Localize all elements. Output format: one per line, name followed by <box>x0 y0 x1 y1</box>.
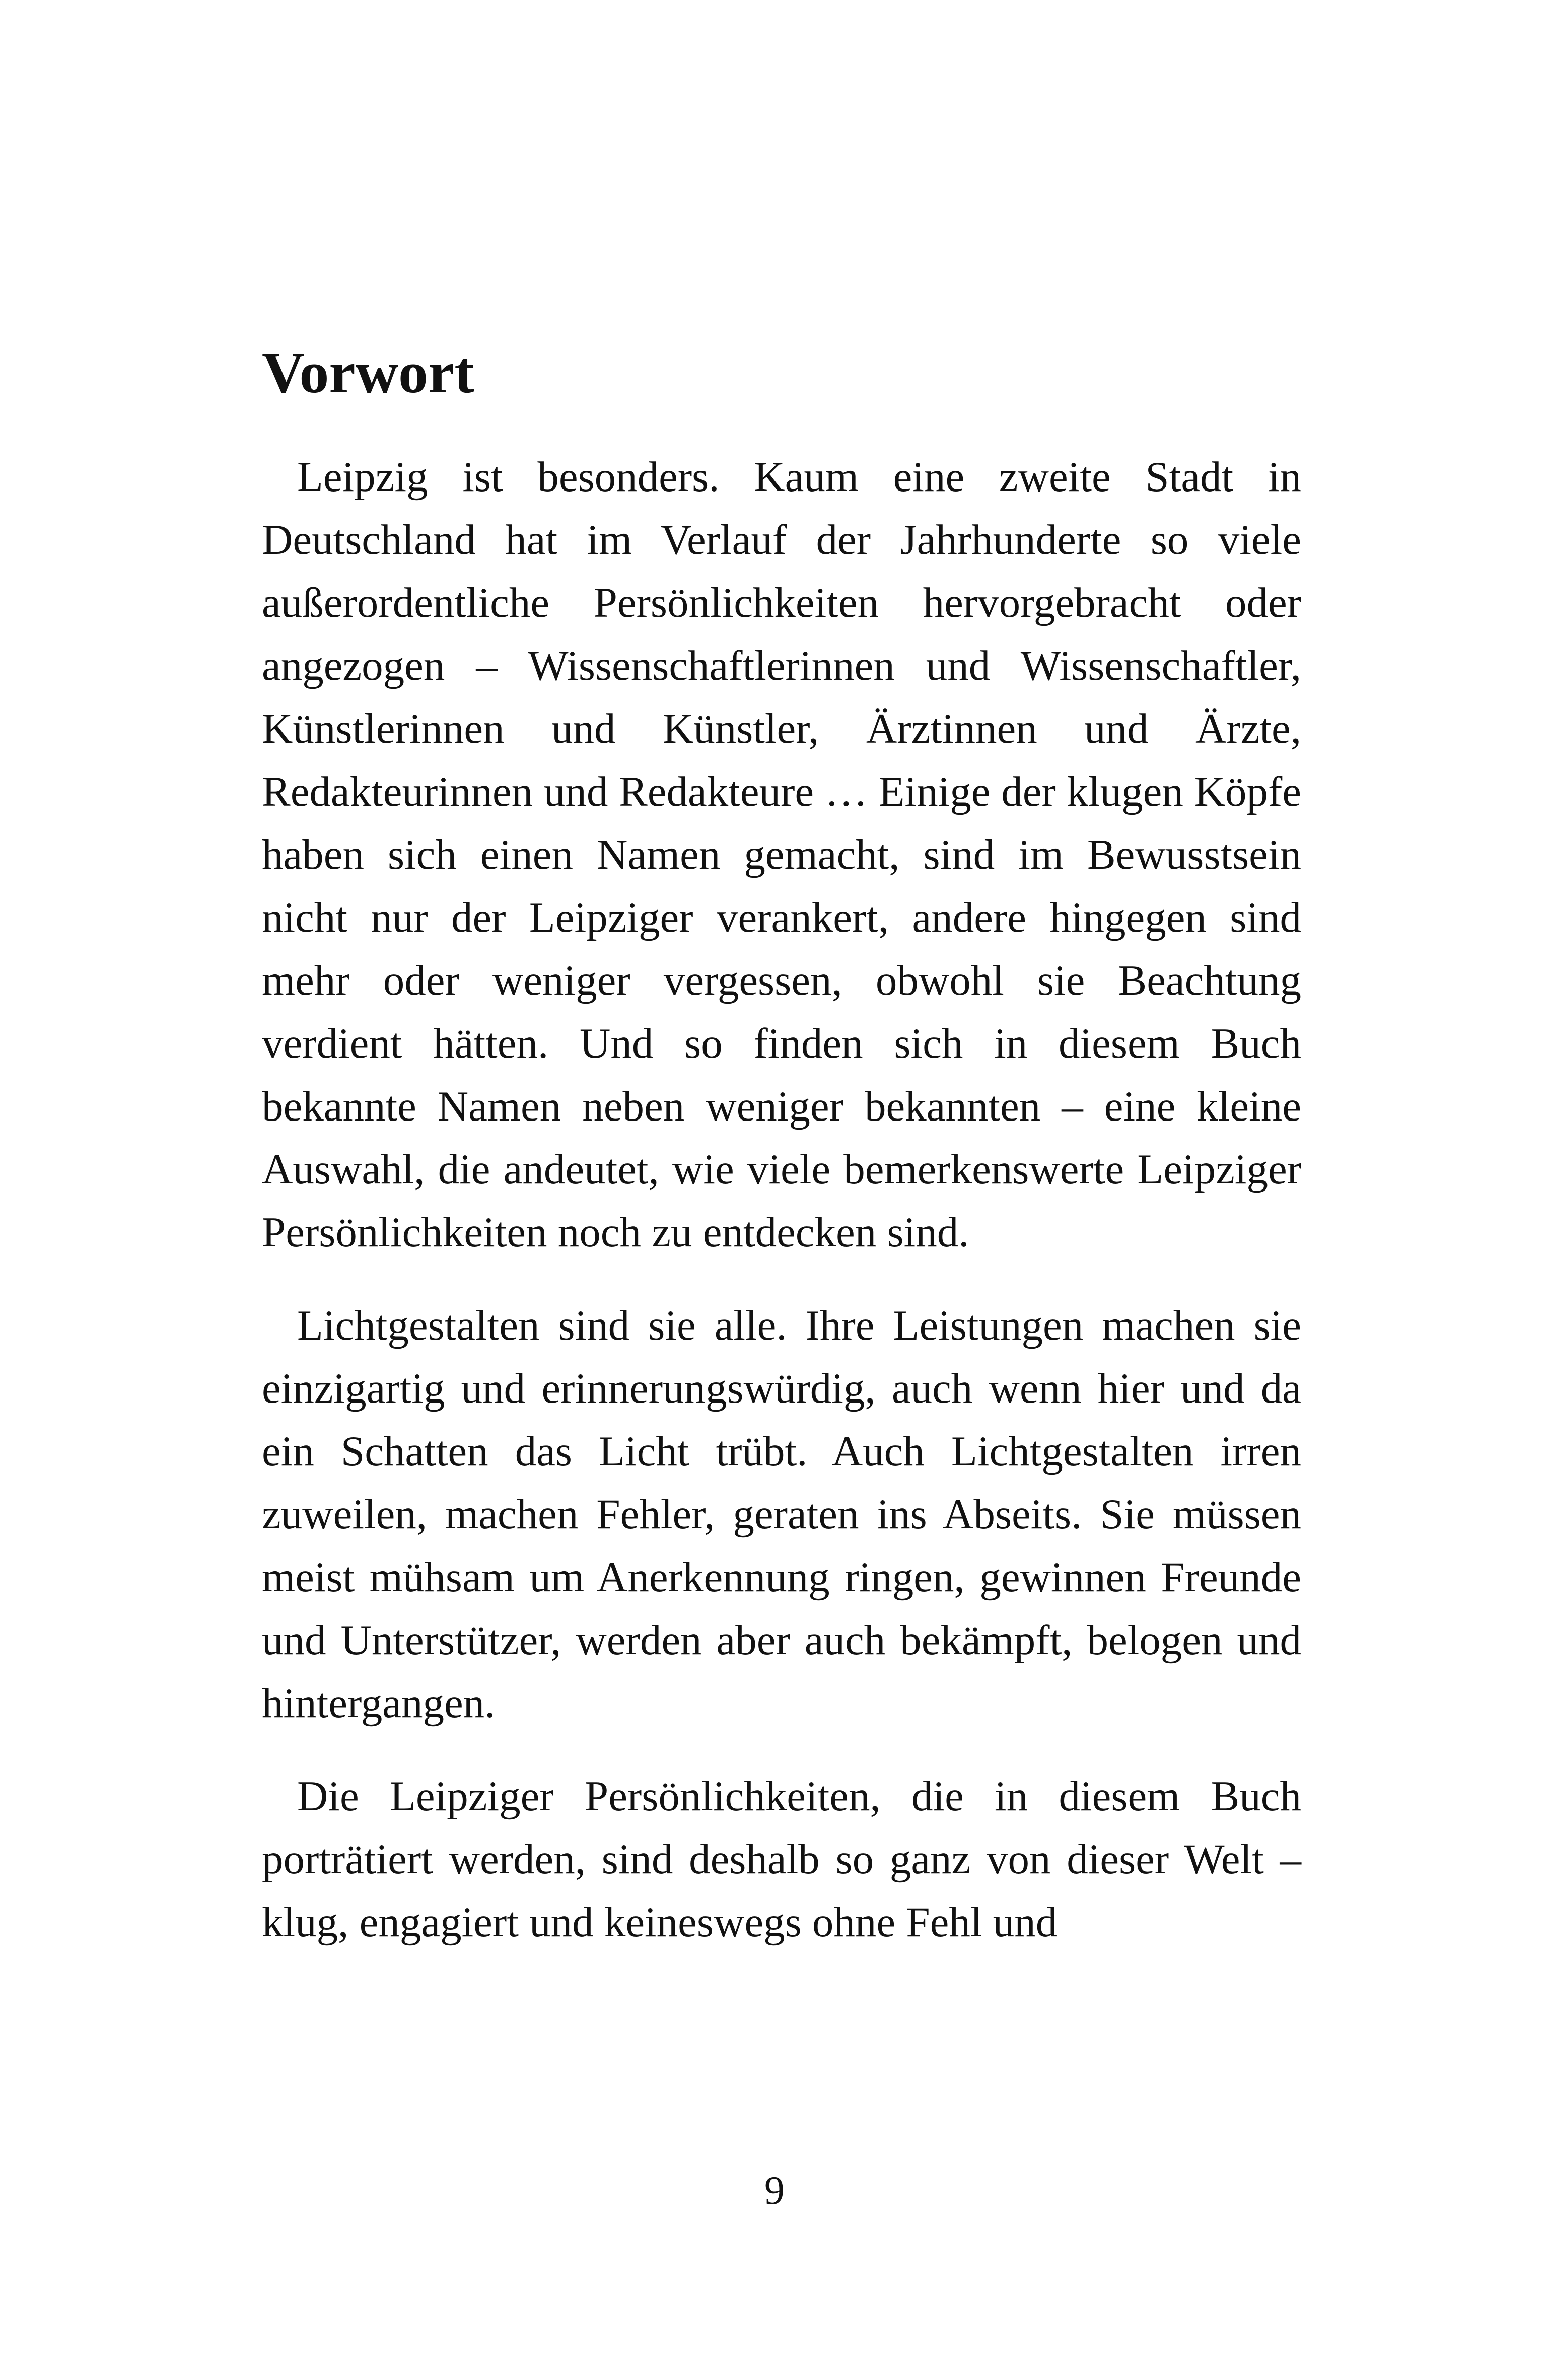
paragraph-1: Leipzig ist besonders. Kaum eine zweite Stadt in Deutschland hat im Verlauf der Jahrhunderte so viele außerordentliche Persönlichkeiten hervorgebracht oder angezogen – Wissenschaftlerinnen und Wissenschaftler, Künstlerinnen und Künstler, Ärztinnen und Ärzte, Redakteurinnen und Redakteure … Einige der klugen Köpfe haben sich einen Namen gemacht, sind im Bewusstsein nicht nur der Leipziger verankert, andere hingegen sind mehr oder weniger vergessen, obwohl sie Beachtung verdient hätten. Und so finden sich in diesem Buch bekannte Namen neben weniger bekannten – eine kleine Auswahl, die andeutet, wie viele bemerkenswerte Leipziger Persönlichkeiten noch zu entdecken sind. <box>262 453 1301 1256</box>
paragraph-2: Lichtgestalten sind sie alle. Ihre Leistungen machen sie einzigartig und erinnerungswürdig, auch wenn hier und da ein Schatten das Licht trübt. Auch Lichtgestalten irren zuweilen, machen Fehler, geraten ins Abseits. Sie müssen meist mühsam um Anerkennung ringen, gewinnen Freunde und Unterstützer, werden aber auch bekämpft, belogen und hintergangen. <box>262 1302 1301 1727</box>
page-number: 9 <box>764 2168 785 2213</box>
chapter-heading: Vorwort <box>262 339 474 405</box>
body-text <box>262 446 1301 1954</box>
paragraph-3: Die Leipziger Persönlichkeiten, die in diesem Buch porträtiert werden, sind deshalb so ganz von dieser Welt – klug, engagiert und keineswegs ohne Fehl und <box>262 1773 1301 1946</box>
